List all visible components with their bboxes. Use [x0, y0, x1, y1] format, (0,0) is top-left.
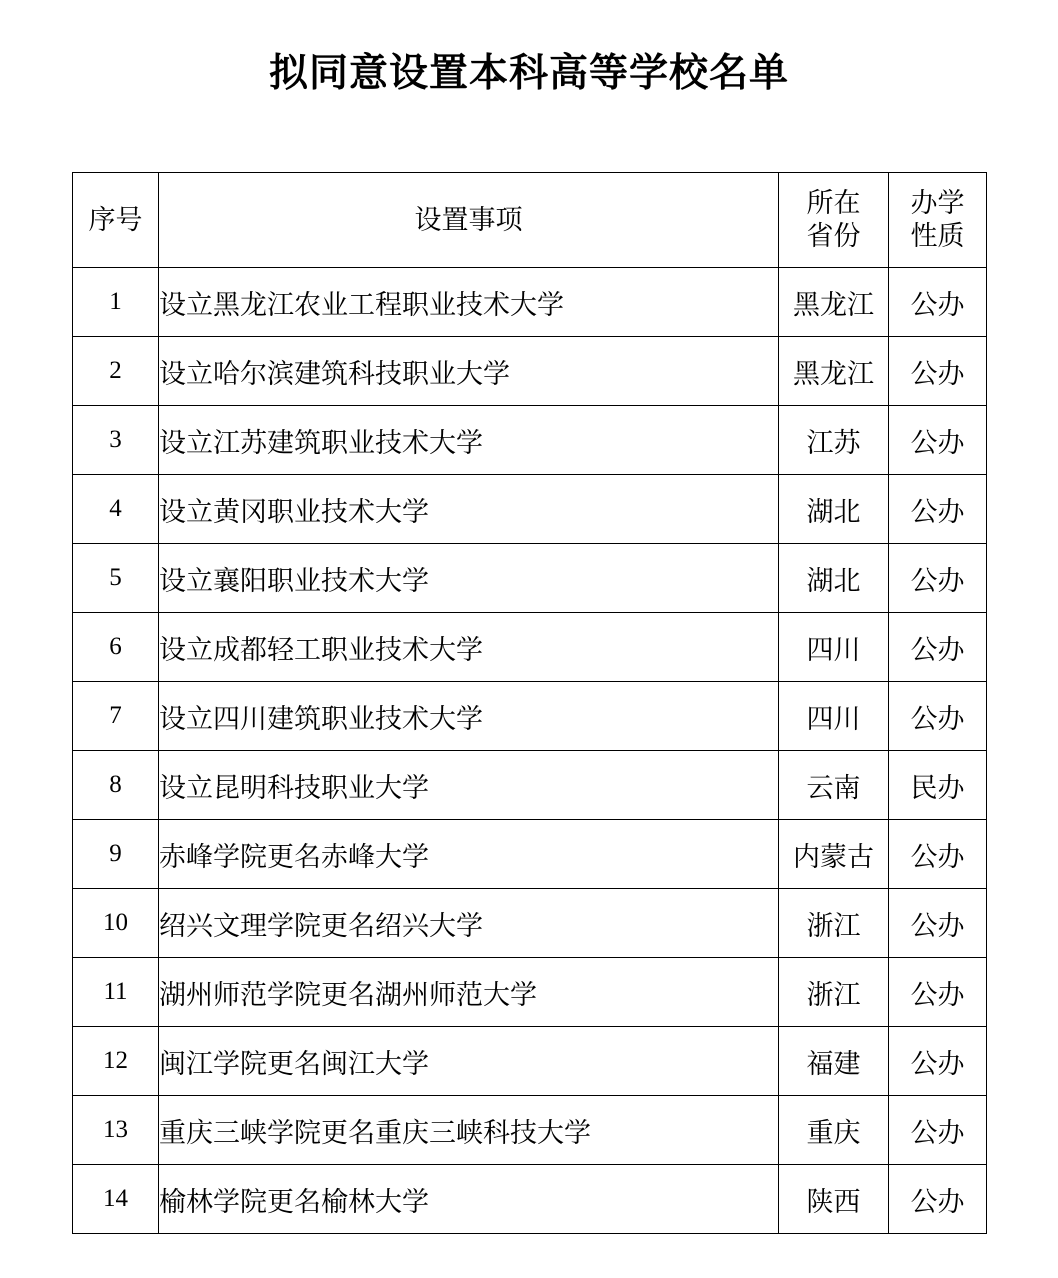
column-header-nature-line1: 办学 [910, 188, 965, 219]
cell-seq: 12 [73, 1027, 159, 1096]
cell-province: 四川 [779, 682, 889, 751]
table-row [73, 1165, 987, 1234]
table-row [73, 820, 987, 889]
column-header-item: 设置事项 [159, 173, 779, 268]
cell-nature: 公办 [889, 406, 987, 475]
cell-nature: 公办 [889, 337, 987, 406]
page-title: 拟同意设置本科高等学校名单 [268, 52, 789, 95]
cell-province: 陕西 [779, 1165, 889, 1234]
cell-province: 四川 [779, 613, 889, 682]
column-header-province-line2: 省份 [806, 221, 861, 251]
cell-province: 浙江 [779, 889, 889, 958]
cell-seq: 14 [73, 1165, 159, 1234]
column-header-nature [889, 173, 987, 268]
cell-item: 绍兴文理学院更名绍兴大学 [159, 889, 779, 958]
table-row [73, 337, 987, 406]
table-row [73, 613, 987, 682]
cell-province: 黑龙江 [779, 268, 889, 337]
cell-province: 福建 [779, 1027, 889, 1096]
cell-item: 闽江学院更名闽江大学 [159, 1027, 779, 1096]
cell-item: 重庆三峡学院更名重庆三峡科技大学 [159, 1096, 779, 1165]
cell-seq: 6 [73, 613, 159, 682]
table-row [73, 682, 987, 751]
cell-item: 榆林学院更名榆林大学 [159, 1165, 779, 1234]
cell-item: 设立成都轻工职业技术大学 [159, 613, 779, 682]
cell-seq: 2 [73, 337, 159, 406]
table-row [73, 406, 987, 475]
table-row [73, 475, 987, 544]
table-row [73, 544, 987, 613]
table-row [73, 751, 987, 820]
cell-province: 江苏 [779, 406, 889, 475]
cell-item: 设立黑龙江农业工程职业技术大学 [159, 268, 779, 337]
cell-nature: 公办 [889, 544, 987, 613]
cell-seq: 5 [73, 544, 159, 613]
cell-nature: 公办 [889, 889, 987, 958]
cell-item: 湖州师范学院更名湖州师范大学 [159, 958, 779, 1027]
cell-item: 设立昆明科技职业大学 [159, 751, 779, 820]
cell-nature: 公办 [889, 1027, 987, 1096]
cell-item: 设立襄阳职业技术大学 [159, 544, 779, 613]
cell-province: 湖北 [779, 475, 889, 544]
university-list-table [72, 172, 987, 1234]
cell-province: 云南 [779, 751, 889, 820]
cell-seq: 1 [73, 268, 159, 337]
cell-province: 湖北 [779, 544, 889, 613]
table-row [73, 268, 987, 337]
cell-nature: 公办 [889, 268, 987, 337]
column-header-seq: 序号 [73, 173, 159, 268]
cell-nature: 公办 [889, 1165, 987, 1234]
column-header-province-line1: 所在 [806, 188, 861, 219]
table-row [73, 1027, 987, 1096]
column-header-nature-line2: 性质 [910, 221, 965, 251]
cell-province: 黑龙江 [779, 337, 889, 406]
cell-nature: 公办 [889, 820, 987, 889]
table-container [72, 98, 986, 1234]
cell-seq: 13 [73, 1096, 159, 1165]
cell-seq: 9 [73, 820, 159, 889]
cell-nature: 民办 [889, 751, 987, 820]
cell-item: 设立四川建筑职业技术大学 [159, 682, 779, 751]
table-row [73, 1096, 987, 1165]
cell-seq: 3 [73, 406, 159, 475]
cell-nature: 公办 [889, 613, 987, 682]
cell-item: 赤峰学院更名赤峰大学 [159, 820, 779, 889]
table-row [73, 889, 987, 958]
cell-item: 设立哈尔滨建筑科技职业大学 [159, 337, 779, 406]
table-row [73, 958, 987, 1027]
cell-seq: 10 [73, 889, 159, 958]
cell-seq: 11 [73, 958, 159, 1027]
cell-province: 内蒙古 [779, 820, 889, 889]
table-body [73, 268, 987, 1234]
cell-seq: 4 [73, 475, 159, 544]
cell-item: 设立江苏建筑职业技术大学 [159, 406, 779, 475]
cell-seq: 7 [73, 682, 159, 751]
cell-province: 重庆 [779, 1096, 889, 1165]
cell-nature: 公办 [889, 1096, 987, 1165]
cell-item: 设立黄冈职业技术大学 [159, 475, 779, 544]
cell-nature: 公办 [889, 958, 987, 1027]
cell-nature: 公办 [889, 682, 987, 751]
column-header-province [779, 173, 889, 268]
table-header-row [73, 173, 987, 268]
table-header [73, 173, 987, 268]
cell-seq: 8 [73, 751, 159, 820]
cell-province: 浙江 [779, 958, 889, 1027]
cell-nature: 公办 [889, 475, 987, 544]
